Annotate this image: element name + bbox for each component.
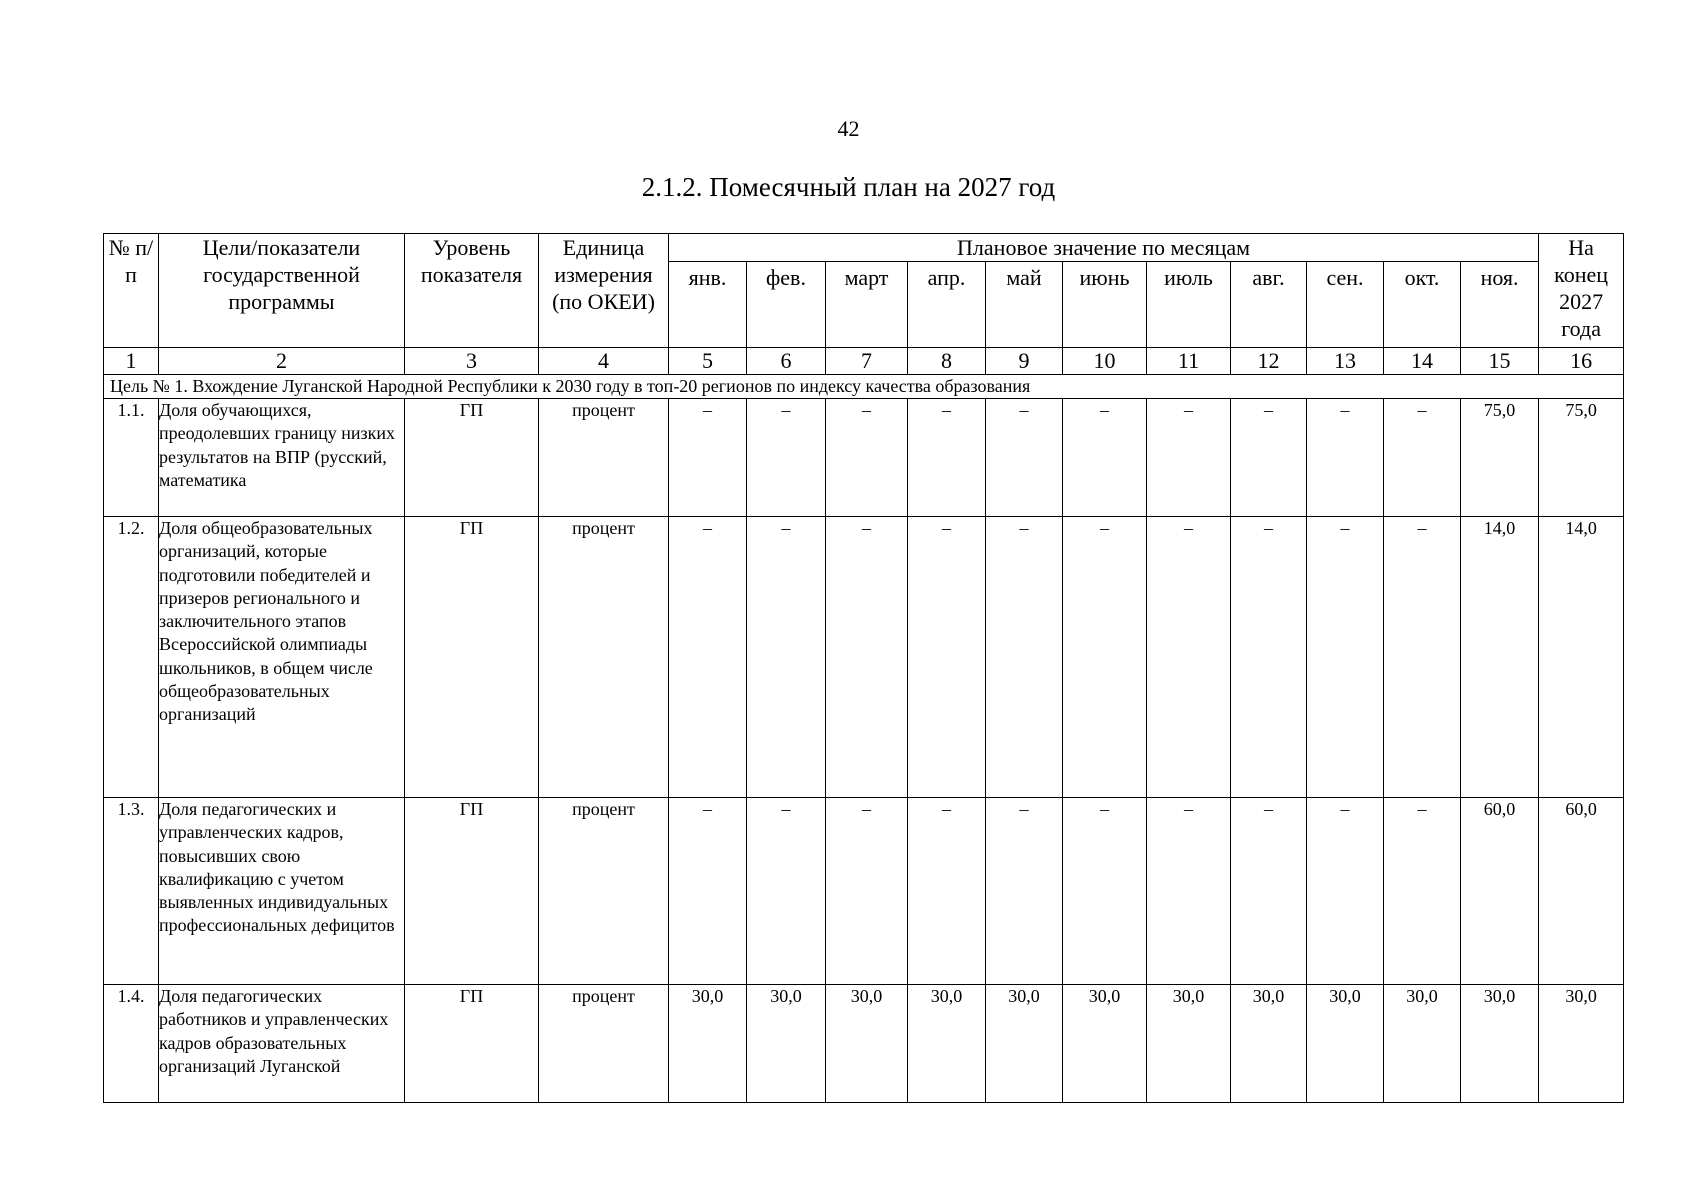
unit-of-measure: процент	[539, 798, 669, 985]
column-number: 2	[159, 348, 405, 375]
column-number: 4	[539, 348, 669, 375]
month-value: –	[986, 399, 1063, 517]
header-month: май	[986, 262, 1063, 348]
row-number: 1.2.	[104, 517, 159, 798]
unit-of-measure: процент	[539, 985, 669, 1103]
month-value: 30,0	[1461, 985, 1539, 1103]
row-number: 1.4.	[104, 985, 159, 1103]
indicator-level: ГП	[405, 985, 539, 1103]
month-value: –	[1307, 517, 1384, 798]
unit-of-measure: процент	[539, 399, 669, 517]
month-value: 30,0	[669, 985, 747, 1103]
header-month: июнь	[1063, 262, 1147, 348]
indicator-level: ГП	[405, 798, 539, 985]
month-value: –	[1231, 798, 1307, 985]
month-value: –	[1384, 517, 1461, 798]
header-month: апр.	[908, 262, 986, 348]
column-number: 9	[986, 348, 1063, 375]
page-number: 42	[837, 116, 860, 141]
month-value: –	[1384, 798, 1461, 985]
month-value: –	[1384, 399, 1461, 517]
monthly-plan-table	[103, 233, 1624, 1103]
month-value: –	[826, 399, 908, 517]
column-number: 15	[1461, 348, 1539, 375]
column-number: 10	[1063, 348, 1147, 375]
column-number: 16	[1539, 348, 1624, 375]
month-value: 30,0	[1063, 985, 1147, 1103]
column-number: 3	[405, 348, 539, 375]
column-number: 12	[1231, 348, 1307, 375]
indicator-name: Доля обучающихся, преодолевших границу низких результатов на ВПР (русский, математика	[159, 399, 405, 517]
table-row	[104, 517, 1624, 798]
end-of-year-value: 75,0	[1539, 399, 1624, 517]
header-month: март	[826, 262, 908, 348]
header-unit: Единица измерения (по ОКЕИ)	[539, 234, 669, 348]
header-month: фев.	[747, 262, 826, 348]
indicator-name: Доля общеобразовательных организаций, которые подготовили победителей и призеров регионального и заключительного этапов Всероссийской олимпиады школьников, в общем числе общеобразовательных организаций	[159, 517, 405, 798]
goal-heading: Цель № 1. Вхождение Луганской Народной Республики к 2030 году в топ-20 регионов по индексу качества образования	[104, 375, 1624, 399]
header-number: № п/п	[104, 234, 159, 348]
row-number: 1.3.	[104, 798, 159, 985]
column-number: 1	[104, 348, 159, 375]
header-month: авг.	[1231, 262, 1307, 348]
month-value: –	[1231, 517, 1307, 798]
end-of-year-value: 30,0	[1539, 985, 1624, 1103]
month-value: –	[908, 399, 986, 517]
month-value: –	[908, 798, 986, 985]
month-value: –	[1147, 517, 1231, 798]
page-title: 2.1.2. Помесячный план на 2027 год	[641, 172, 1056, 202]
column-number: 5	[669, 348, 747, 375]
header-month: янв.	[669, 262, 747, 348]
month-value: –	[1063, 517, 1147, 798]
unit-of-measure: процент	[539, 517, 669, 798]
header-month: ноя.	[1461, 262, 1539, 348]
row-number: 1.1.	[104, 399, 159, 517]
month-value: –	[986, 517, 1063, 798]
month-value: –	[669, 798, 747, 985]
month-value: 30,0	[1231, 985, 1307, 1103]
month-value: –	[1231, 399, 1307, 517]
end-of-year-value: 14,0	[1539, 517, 1624, 798]
column-number: 7	[826, 348, 908, 375]
month-value: –	[747, 399, 826, 517]
month-value: –	[1307, 399, 1384, 517]
end-of-year-value: 60,0	[1539, 798, 1624, 985]
month-value: –	[826, 517, 908, 798]
month-value: 75,0	[1461, 399, 1539, 517]
month-value: 60,0	[1461, 798, 1539, 985]
month-value: –	[669, 399, 747, 517]
header-month: окт.	[1384, 262, 1461, 348]
month-value: 30,0	[986, 985, 1063, 1103]
column-number: 8	[908, 348, 986, 375]
table-row	[104, 798, 1624, 985]
month-value: –	[1307, 798, 1384, 985]
indicator-name: Доля педагогических и управленческих кадров, повысивших свою квалификацию с учетом выявленных индивидуальных профессиональных дефицитов	[159, 798, 405, 985]
header-month: июль	[1147, 262, 1231, 348]
month-value: –	[908, 517, 986, 798]
header-plan-by-months: Плановое значение по месяцам	[669, 234, 1539, 262]
month-value: –	[986, 798, 1063, 985]
header-month: сен.	[1307, 262, 1384, 348]
month-value: 30,0	[747, 985, 826, 1103]
month-value: –	[1063, 798, 1147, 985]
column-number: 13	[1307, 348, 1384, 375]
month-value: 30,0	[1307, 985, 1384, 1103]
month-value: –	[1147, 399, 1231, 517]
column-number: 6	[747, 348, 826, 375]
month-value: –	[747, 517, 826, 798]
header-indicator-level: Уровень показателя	[405, 234, 539, 348]
header-goals-indicators: Цели/показатели государственной программы	[159, 234, 405, 348]
table-row	[104, 985, 1624, 1103]
month-value: –	[669, 517, 747, 798]
column-number: 14	[1384, 348, 1461, 375]
month-value: –	[826, 798, 908, 985]
month-value: 30,0	[1384, 985, 1461, 1103]
month-value: –	[747, 798, 826, 985]
month-value: 30,0	[1147, 985, 1231, 1103]
table-row	[104, 399, 1624, 517]
month-value: –	[1063, 399, 1147, 517]
month-value: –	[1147, 798, 1231, 985]
month-value: 14,0	[1461, 517, 1539, 798]
indicator-level: ГП	[405, 399, 539, 517]
column-number: 11	[1147, 348, 1231, 375]
indicator-level: ГП	[405, 517, 539, 798]
indicator-name: Доля педагогических работников и управленческих кадров образовательных организаций Луганской	[159, 985, 405, 1103]
month-value: 30,0	[826, 985, 908, 1103]
month-value: 30,0	[908, 985, 986, 1103]
header-end-of-year: На конец 2027 года	[1539, 234, 1624, 348]
